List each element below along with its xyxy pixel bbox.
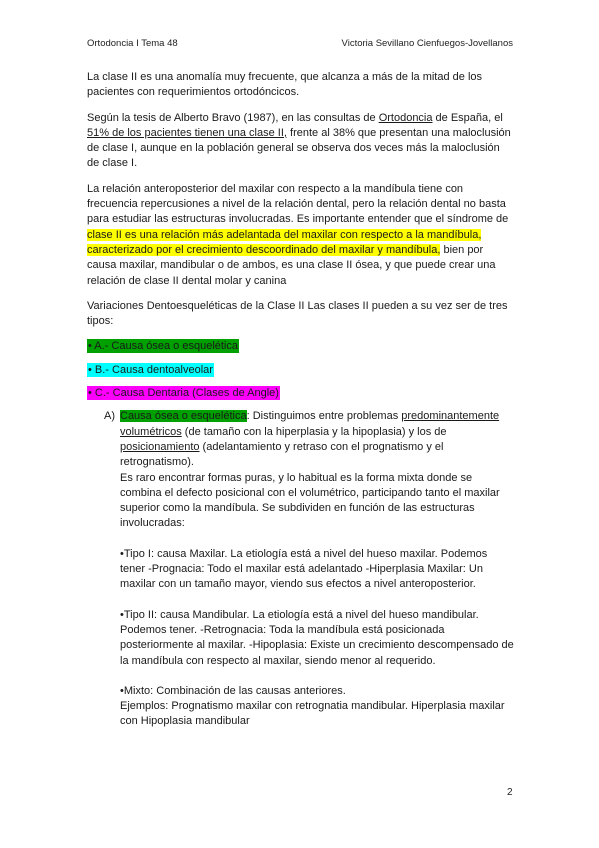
stat-underlined: 51% de los pacientes tienen una clase II, <box>87 126 287 139</box>
highlight-definition: clase II es una relación más adelantada del maxilar con respecto a la mandíbula, caracterizado por el crecimiento descoordinado del maxilar y mandíbula, <box>87 228 482 256</box>
header-author: Victoria Sevillano Cienfuegos-Jovellanos <box>341 38 513 49</box>
bullet-a: • A.- Causa ósea o esquelética <box>88 340 238 353</box>
header-course: Ortodoncia I Tema 48 <box>87 38 178 49</box>
paragraph-bravo: Según la tesis de Alberto Bravo (1987), en las consultas de Ortodoncia de España, el 51% de los pacientes tienen una clase II, frente al 38% que presentan una maloclusión de clase I, aunque en la población general se observa dos veces más la maloclusión de clase I. <box>87 111 511 170</box>
tipo-1: •Tipo I: causa Maxilar. La etiología está a nivel del hueso maxilar. Podemos tener -Prognacia: Todo el maxilar está adelantado -Hiperplasia Maxilar: Un maxilar con un tamaño mayor, viendo sus efectos a nivel anteroposterior. <box>120 547 488 591</box>
bullet-b: • B.- Causa dentoalveolar <box>88 363 213 376</box>
document-body <box>87 70 514 745</box>
page-header <box>87 38 513 49</box>
bullet-c: • C.- Causa Dentaria (Clases de Angle) <box>88 387 279 400</box>
section-a <box>87 409 514 729</box>
paragraph-relacion: La relación anteroposterior del maxilar con respecto a la mandíbula tiene con frecuencia repercusiones a nivel de la relación dental, pero la relación dental no basta para estudiar las estructuras involucradas. Es importante entender que el síndrome de clase II es una relación más adelantada del maxilar con respecto a la mandíbula, caracterizado por el crecimiento descoordinado del maxilar y mandíbula, bien por causa maxilar, mandibular o de ambos, es una clase II ósea, y que puede crear una relación de clase II dental molar y canina <box>87 182 509 287</box>
ortodoncia-link: Ortodoncia <box>378 111 433 124</box>
section-a-marker: A) <box>104 410 115 423</box>
paragraph-variaciones: Variaciones Dentoesqueléticas de la Clase II Las clases II pueden a su vez ser de tres tipos: <box>87 299 508 328</box>
section-a-intro: Causa ósea o esquelética: Distinguimos entre problemas predominantemente volumétricos (de tamaño con la hiperplasia y la hipoplasia) y los de posicionamiento (adelantamiento y retraso con el prognatismo y el retrognatismo). Es raro encontrar formas puras, y lo habitual es la forma mixta donde se combina el defecto posicional con el volumétrico, participando tanto el maxilar superior como la mandíbula. Se subdividen en función de las estructuras involucradas: <box>120 410 500 530</box>
paragraph-intro: La clase II es una anomalía muy frecuente, que alcanza a más de la mitad de los pacientes con requerimientos ortodóncicos. <box>87 71 483 99</box>
tipo-2: •Tipo II: causa Mandibular. La etiología está a nivel del hueso mandibular. Podemos tener. -Retrognacia: Toda la mandíbula está posicionada posteriormente al maxilar. -Hipoplasia: Existe un crecimiento descompensado de la mandíbula con respecto al maxilar, siendo menor al requerido. <box>120 608 514 667</box>
page-number: 2 <box>507 787 513 798</box>
tipo-mixto: •Mixto: Combinación de las causas anteriores. Ejemplos: Prognatismo maxilar con retrognatia mandibular. Hiperplasia maxilar con Hipoplasia mandibular <box>120 684 505 728</box>
section-a-title: Causa ósea o esquelética <box>120 410 247 423</box>
